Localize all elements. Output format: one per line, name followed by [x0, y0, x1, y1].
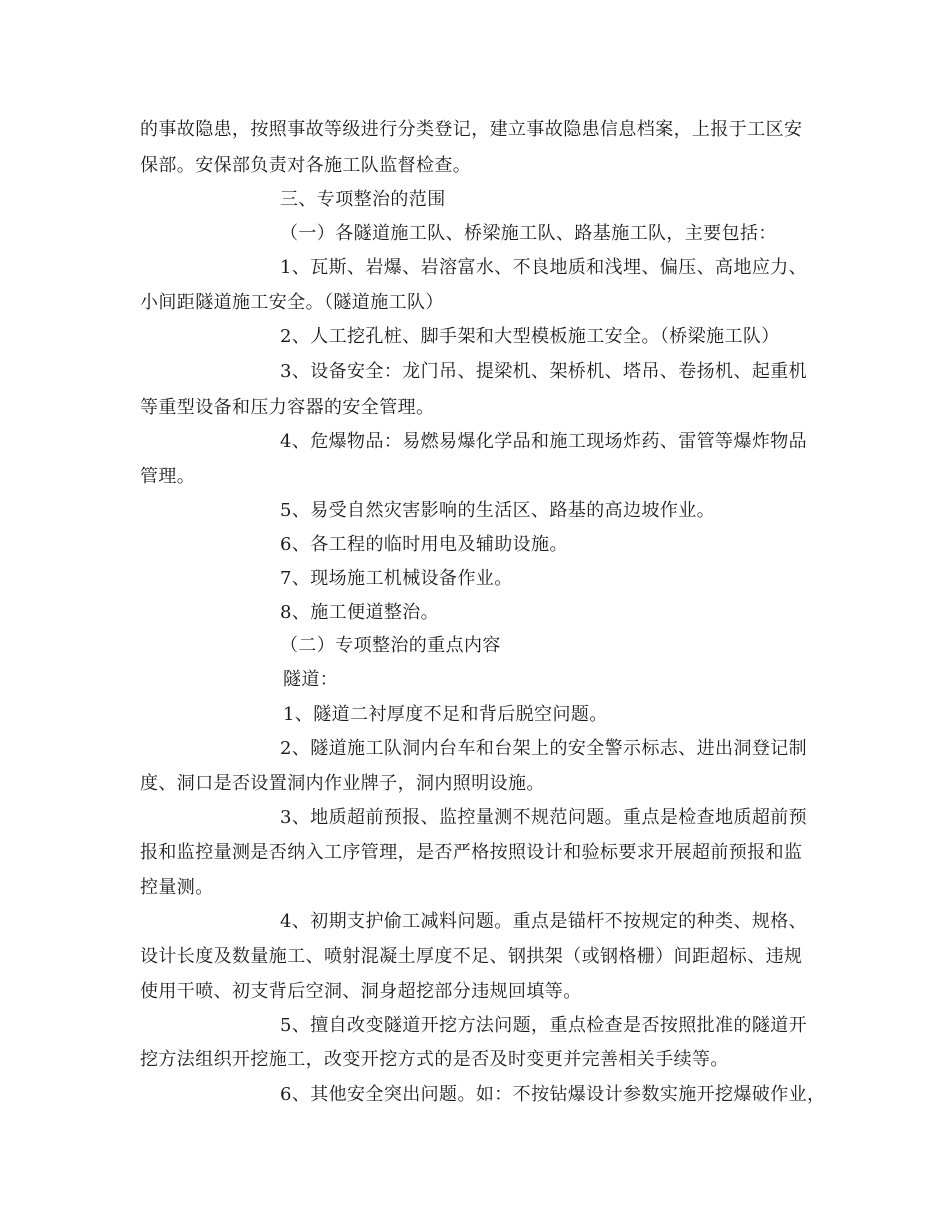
list-item: 6、其他安全突出问题。如：不按钻爆设计参数实施开挖爆破作业，	[280, 1084, 826, 1105]
list-item-continuation: 报和监控量测是否纳入工序管理，是否严格按照设计和验标要求开展超前预报和监	[140, 842, 803, 863]
list-item: 5、擅自改变隧道开挖方法问题，重点检查是否按照批准的隧道开	[280, 1015, 808, 1036]
list-item-continuation: 控量测。	[140, 877, 214, 898]
list-item-continuation: 使用干喷、初支背后空洞、洞身超挖部分违规回填等。	[140, 981, 582, 1002]
list-item-continuation: 挖方法组织开挖施工，改变开挖方式的是否及时变更并完善相关手续等。	[140, 1049, 729, 1070]
list-item-continuation: 等重型设备和压力容器的安全管理。	[140, 397, 435, 418]
list-item-continuation: 度、洞口是否设置洞内作业牌子，洞内照明设施。	[140, 773, 545, 794]
list-item: 2、隧道施工队洞内台车和台架上的安全警示标志、进出洞登记制	[280, 738, 808, 759]
body-text-line: 的事故隐患，按照事故等级进行分类登记，建立事故隐患信息档案，上报于工区安	[140, 119, 803, 140]
list-item: 3、地质超前预报、监控量测不规范问题。重点是检查地质超前预	[280, 807, 808, 828]
list-item: 4、初期支护偷工减料问题。重点是锚杆不按规定的种类、规格、	[280, 911, 808, 932]
list-item-continuation: 管理。	[140, 466, 196, 487]
list-item: 4、危爆物品：易燃易爆化学品和施工现场炸药、雷管等爆炸物品	[280, 431, 808, 452]
section-heading: 三、专项整治的范围	[280, 189, 446, 210]
list-item: 6、各工程的临时用电及辅助设施。	[280, 534, 568, 555]
category-label: 隧道：	[283, 669, 339, 690]
list-item: 1、隧道二衬厚度不足和背后脱空问题。	[283, 704, 608, 725]
body-text-line: 保部。安保部负责对各施工队监督检查。	[140, 155, 472, 176]
list-item: 8、施工便道整治。	[280, 602, 440, 623]
subsection-heading: （一）各隧道施工队、桥梁施工队、路基施工队，主要包括：	[280, 223, 777, 244]
list-item-continuation: 设计长度及数量施工、喷射混凝土厚度不足、钢拱架（或钢格栅）间距超标、违规	[140, 946, 803, 967]
list-item: 3、设备安全：龙门吊、提梁机、架桥机、塔吊、卷扬机、起重机	[280, 361, 808, 382]
subsection-heading: （二）专项整治的重点内容	[280, 635, 501, 656]
list-item: 7、现场施工机械设备作业。	[280, 568, 513, 589]
list-item: 1、瓦斯、岩爆、岩溶富水、不良地质和浅埋、偏压、高地应力、	[280, 257, 808, 278]
list-item: 2、人工挖孔桩、脚手架和大型模板施工安全。（桥梁施工队）	[280, 326, 780, 347]
list-item-continuation: 小间距隧道施工安全。（隧道施工队）	[140, 292, 444, 313]
list-item: 5、易受自然灾害影响的生活区、路基的高边坡作业。	[280, 500, 716, 521]
